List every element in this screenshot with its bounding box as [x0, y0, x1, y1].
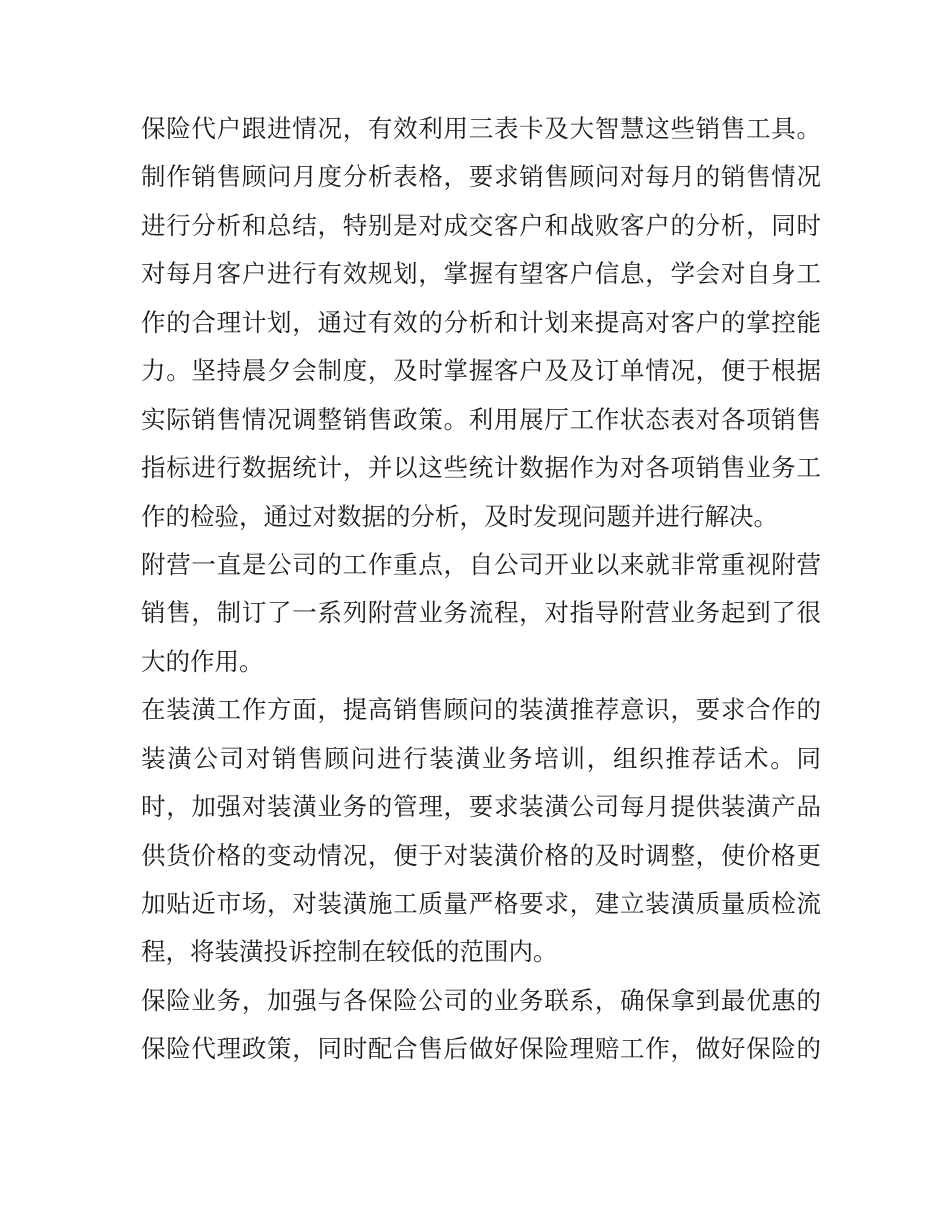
text-line: 保险代户跟进情况，有效利用三表卡及大智慧这些销售工具。	[141, 114, 821, 143]
paragraph-sales-analysis	[141, 153, 821, 541]
text-line: 供货价格的变动情况，便于对装潢价格的及时调整，使价格更	[141, 840, 821, 870]
text-line: 对每月客户进行有效规划，掌握有望客户信息，学会对自身工	[141, 259, 821, 289]
paragraph-decoration-work	[141, 686, 821, 977]
text-line: 保险业务，加强与各保险公司的业务联系，确保拿到最优惠的	[141, 985, 821, 1015]
text-line: 在装潢工作方面，提高销售顾问的装潢推荐意识，要求合作的	[141, 695, 821, 725]
paragraph-insurance-followup	[141, 105, 821, 153]
text-line: 附营一直是公司的工作重点，自公司开业以来就非常重视附营	[141, 549, 821, 579]
text-line: 进行分析和总结，特别是对成交客户和战败客户的分析，同时	[141, 210, 821, 240]
text-line: 力。坚持晨夕会制度，及时掌握客户及及订单情况，便于根据	[141, 356, 821, 386]
text-line: 保险代理政策，同时配合售后做好保险理赔工作，做好保险的	[141, 1034, 821, 1064]
text-line: 加贴近市场，对装潢施工质量严格要求，建立装潢质量质检流	[141, 889, 821, 918]
text-line: 实际销售情况调整销售政策。利用展厅工作状态表对各项销售	[141, 404, 821, 434]
text-line: 作的合理计划，通过有效的分析和计划来提高对客户的掌控能	[141, 307, 821, 337]
text-line: 时，加强对装潢业务的管理，要求装潢公司每月提供装潢产品	[141, 792, 821, 822]
paragraph-insurance-business	[141, 977, 821, 1074]
paragraph-accessory-business	[141, 541, 821, 686]
text-line: 销售，制订了一系列附营业务流程，对指导附营业务起到了很	[141, 598, 821, 628]
text-line: 作的检验，通过对数据的分析，及时发现问题并进行解决。	[141, 501, 778, 531]
text-line: 制作销售顾问月度分析表格，要求销售顾问对每月的销售情况	[141, 162, 821, 192]
text-line: 装潢公司对销售顾问进行装潢业务培训，组织推荐话术。同	[141, 743, 821, 773]
text-line: 程，将装潢投诉控制在较低的范围内。	[141, 937, 558, 967]
text-line: 指标进行数据统计，并以这些统计数据作为对各项销售业务工	[141, 453, 821, 483]
text-line: 大的作用。	[141, 646, 264, 676]
body-text	[141, 105, 821, 1074]
